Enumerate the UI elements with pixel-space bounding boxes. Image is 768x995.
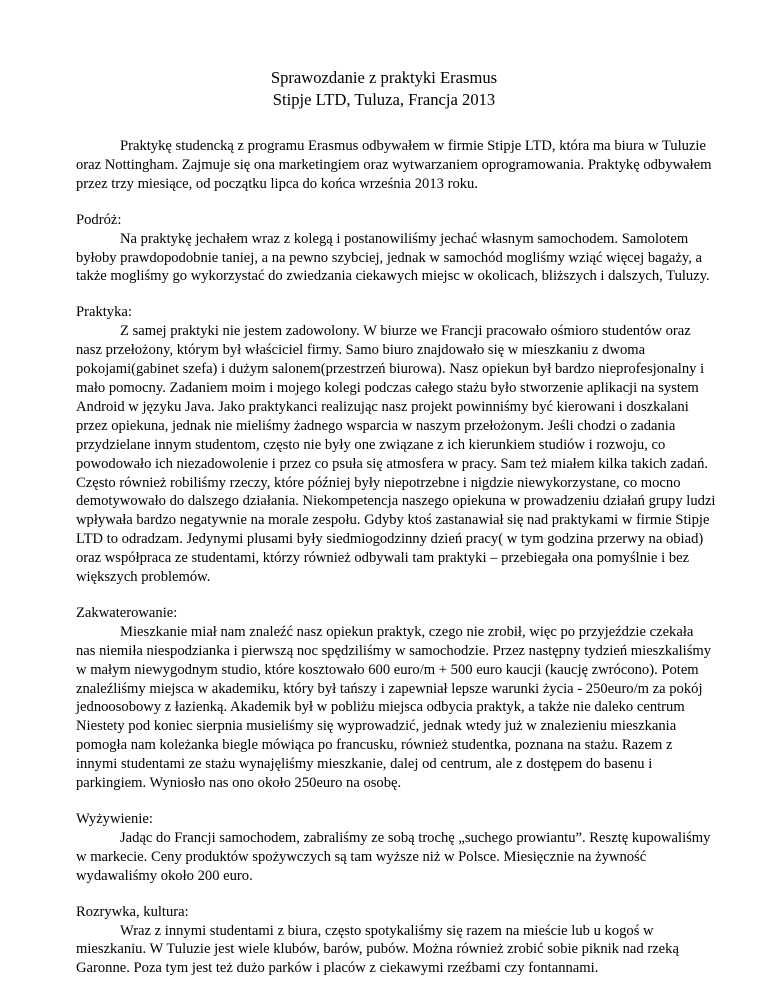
section-paragraph: Jadąc do Francji samochodem, zabraliśmy ze sobą trochę „suchego prowiantu”. Resztę kupowaliśmy w markecie. Ceny produktów spożywczych są tam wyższe niż w Polsce. Miesięcznie na żywność wydawaliśmy około 200 euro.	[76, 829, 711, 884]
section-paragraph: Na praktykę jechałem wraz z kolegą i postanowiliśmy jechać własnym samochodem. Samolotem byłoby prawdopodobnie taniej, a na pewno szybciej, jednak w samochód mogliśmy wziąć więcej bagaży, a także mogliśmy go wykorzystać do zwiedzania ciekawych miejsc w okolicach, bliższych i dalszych, Tuluzy.	[76, 230, 710, 285]
section-heading: Wyżywienie:	[76, 811, 153, 827]
title-line-2: Stipje LTD, Tuluza, Francja 2013	[272, 90, 496, 109]
title-line-1: Sprawozdanie z praktyki Erasmus	[270, 68, 498, 87]
section-travel	[76, 211, 716, 287]
section-paragraph: Wraz z innymi studentami z biura, często spotykaliśmy się razem na mieście lub u kogoś w mieszkaniu. W Tuluzie jest wiele klubów, barów, pubów. Można również zrobić sobie piknik nad rzeką Garonne. Poza tym jest też dużo parków i placów z ciekawymi rzeźbami czy fontannami.	[76, 922, 679, 977]
document-title	[0, 67, 768, 111]
section-heading: Praktyka:	[76, 304, 132, 321]
intro-section	[76, 137, 716, 194]
document-body	[76, 137, 716, 995]
section-entertainment	[76, 903, 716, 979]
section-accommodation	[76, 604, 716, 793]
section-heading: Zakwaterowanie:	[76, 604, 178, 621]
intro-paragraph: Praktykę studencką z programu Erasmus odbywałem w firmie Stipje LTD, która ma biura w Tuluzie oraz Nottingham. Zajmuje się ona marketingiem oraz wytwarzaniem oprogramowania. Praktykę odbywałem przez trzy miesiące, od początku lipca do końca września 2013 roku.	[76, 138, 712, 192]
section-food	[76, 810, 716, 886]
section-paragraph: Z samej praktyki nie jestem zadowolony. W biurze we Francji pracowało ośmioro studentów oraz nasz przełożony, którym był właściciel firmy. Samo biuro znajdowało się w mieszkaniu z dwoma pokojami(gabinet szefa) i dużym salonem(przestrzeń biurowa). Nasz opiekun był bardzo nieprofesjonalny i mało pomocny. Zadaniem moim i mojego kolegi podczas całego stażu było stworzenie aplikacji na system Android w języku Java. Jako praktykanci realizując nasz projekt powinniśmy być kierowani i doszkalani przez opiekuna, jednak nie mieliśmy żadnego wsparcia w naszym przełożonym. Jeśli chodzi o zadania przydzielane innym studentom, często nie były one związane z ich kierunkiem studiów i rozwoju, co powodowało ich niezadowolenie i przez co psuła się atmosfera w pracy. Sam też miałem kilka takich zadań. Często również robiliśmy rzeczy, które później były niepotrzebne i nigdzie niewykorzystane, co mocno demotywowało do dalszego działania. Niekompetencja naszego opiekuna w prowadzeniu działań grupy ludzi wpływała bardzo negatywnie na morale zespołu. Gdyby ktoś zastanawiał się nad praktykami w firmie Stipje LTD to odradzam. Jedynymi plusami były siedmiogodzinny dzień pracy( w tym godzina przerwy na obiad) oraz współpraca ze studentami, którzy również odbywali tam praktyki – przebiegała ona pomyślnie i bez większych problemów.	[76, 323, 716, 586]
section-internship	[76, 303, 716, 587]
section-heading: Podróż:	[76, 211, 122, 228]
section-paragraph: Mieszkanie miał nam znaleźć nasz opiekun praktyk, czego nie zrobił, więc po przyjeździe czekała nas niemiła niespodzianka i pierwszą noc spędziliśmy w samochodzie. Przez następny tydzień mieszkaliśmy w małym niewygodnym studio, które kosztowało 600 euro/m + 500 euro kaucji (kaucję zwrócono). Potem znaleźliśmy miejsca w akademiku, który był tańszy i zapewniał lepsze warunki życia - 250euro/m za pokój jednoosobowy z łazienką. Akademik był w pobliżu miejsca odbycia praktyk, a także nie daleko centrum Niestety pod koniec sierpnia musieliśmy się wyprowadzić, jednak wtedy już w znalezieniu mieszkania pomogła nam koleżanka biegle mówiąca po francusku, również studentka, poznana na stażu. Razem z innymi studentami ze stażu wynajęliśmy mieszkanie, dalej od centrum, ale z dostępem do basenu i parkingiem. Wyniosło nas ono około 250euro na osobę.	[76, 623, 712, 792]
section-heading: Rozrywka, kultura:	[76, 903, 189, 920]
